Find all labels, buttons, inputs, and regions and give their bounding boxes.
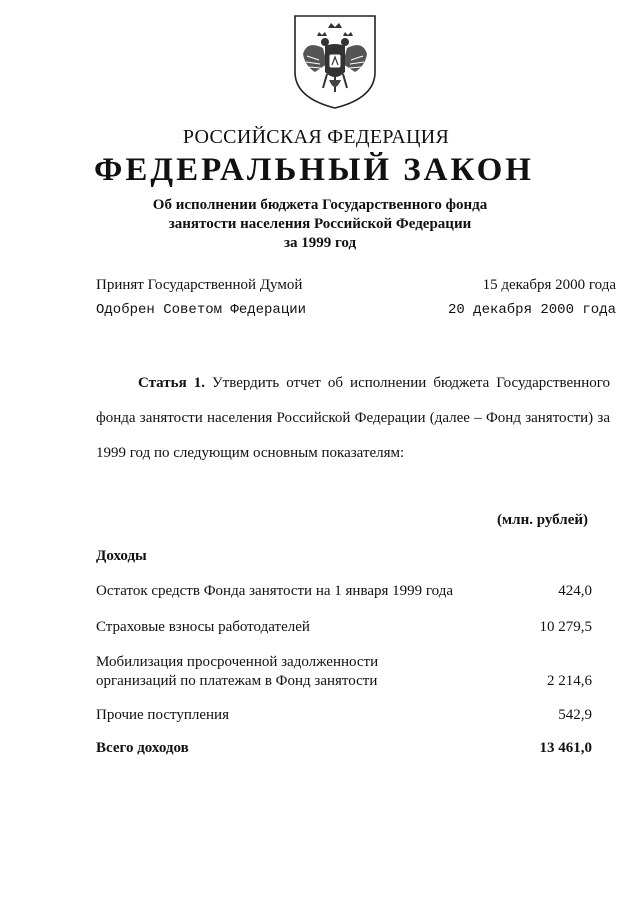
income-row (96, 706, 592, 725)
income-heading: Доходы (96, 548, 147, 564)
coat-of-arms-emblem (293, 14, 377, 110)
adopted-by-duma-label: Принят Государственной Думой (96, 277, 303, 293)
income-row-value: 10 279,5 (539, 619, 592, 635)
income-row-label: Страховые взносы работодателей (96, 619, 310, 635)
income-total-label: Всего доходов (96, 740, 189, 756)
article-label: Статья 1. (138, 375, 205, 391)
law-type-heading: ФЕДЕРАЛЬНЫЙ ЗАКОН (94, 152, 534, 188)
law-title-line: за 1999 год (283, 235, 357, 251)
article-text: Утвердить отчет об исполнении бюджета Государственного фонда занятости населения Российской Федерации (далее – Фонд занятости) за 1999 год по следующим основным показателям: (96, 375, 611, 461)
adopted-by-duma-date: 15 декабря 2000 года (482, 277, 616, 293)
approved-by-council-date: 20 декабря 2000 года (447, 302, 616, 318)
article-1 (96, 366, 610, 471)
income-row-label: Мобилизация просроченной задолженности организаций по платежам в Фонд занятости (96, 654, 379, 689)
law-title-line: Об исполнении бюджета Государственного фонда (152, 197, 488, 213)
law-title-line: занятости населения Российской Федерации (168, 216, 472, 232)
income-row-value: 2 214,6 (547, 673, 592, 689)
law-title (0, 196, 640, 253)
income-row-value: 542,9 (558, 707, 592, 723)
income-row (96, 653, 592, 691)
income-total-value: 13 461,0 (539, 740, 592, 756)
income-row (96, 582, 592, 601)
country-heading: РОССИЙСКАЯ ФЕДЕРАЦИЯ (182, 126, 450, 148)
income-total-row (96, 739, 592, 758)
approved-by-council-label: Одобрен Советом Федерации (96, 302, 307, 318)
income-row-label: Прочие поступления (96, 707, 229, 723)
units-label: (млн. рублей) (496, 512, 588, 528)
income-row-label: Остаток средств Фонда занятости на 1 января 1999 года (96, 583, 454, 599)
income-row (96, 618, 592, 637)
income-row-value: 424,0 (558, 583, 592, 599)
